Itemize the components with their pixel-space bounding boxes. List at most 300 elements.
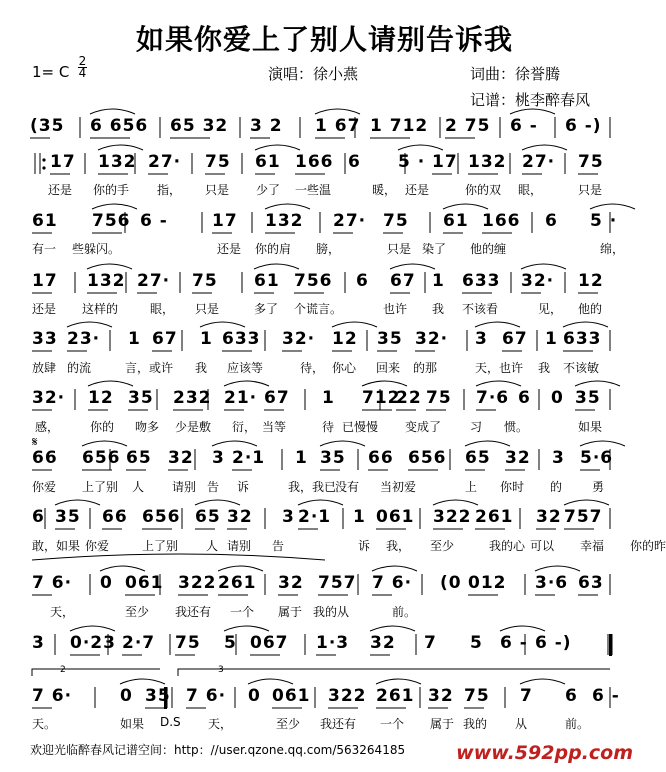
lyric: 绵， xyxy=(600,242,625,256)
notes-row xyxy=(0,573,649,601)
note-group: 27· xyxy=(148,152,189,172)
lyric: 人 xyxy=(132,480,145,494)
volta-bracket xyxy=(32,669,160,676)
note-group: 35 xyxy=(55,507,81,527)
lyrics-row xyxy=(0,181,649,199)
lyric: 的流 xyxy=(67,361,92,375)
lyric: 有一 xyxy=(32,242,57,256)
note-group: 656 xyxy=(82,448,121,468)
lyric: 请别 xyxy=(172,480,197,494)
lyric: 前。 xyxy=(392,605,417,619)
note-group: 6 - xyxy=(500,633,528,653)
note-group: 63 xyxy=(578,573,604,593)
note-group: 67 xyxy=(502,329,528,349)
lyric: 只是 xyxy=(195,302,220,316)
lyrics-row xyxy=(0,418,649,436)
note-group: 6 xyxy=(32,507,45,527)
note-group: 061 xyxy=(125,573,164,593)
note-group: 27· xyxy=(333,211,367,231)
note-group: 32 xyxy=(227,507,253,527)
note-group: 61 xyxy=(443,211,469,231)
note-group: 7 6· xyxy=(32,573,73,593)
note-group: 5 xyxy=(470,633,483,653)
note-group: 32 xyxy=(428,686,454,706)
note-group: 75 xyxy=(426,388,452,408)
note-group: 7 xyxy=(424,633,437,653)
note-group: 012 xyxy=(468,573,507,593)
note-group: 261 xyxy=(218,573,257,593)
note-group: 75 xyxy=(205,152,231,172)
lyric: 如果 xyxy=(578,420,603,434)
note-group: 35 xyxy=(128,388,154,408)
note-group: 35 xyxy=(575,388,601,408)
note-group: 322 xyxy=(433,507,472,527)
note-group: 32· xyxy=(415,329,449,349)
lyric: 我 xyxy=(195,361,208,375)
slur-arc xyxy=(580,441,625,446)
note-group: 27· xyxy=(522,152,556,172)
note-group: 6 xyxy=(348,152,361,172)
lyric: 你的手 xyxy=(93,183,130,197)
lyric: 应该等 xyxy=(227,361,264,375)
lyric: 幸福 xyxy=(580,539,605,553)
lyric: 染了 xyxy=(422,242,447,256)
slur-arc xyxy=(212,441,257,446)
slur-arc xyxy=(521,264,566,269)
slur-arc xyxy=(376,679,421,684)
note-group: 6 xyxy=(518,388,531,408)
lyrics-row xyxy=(0,715,649,733)
note-group: 0 xyxy=(248,686,261,706)
note-group: 12 xyxy=(88,388,114,408)
slur-arc xyxy=(254,264,299,269)
lyric: 你爱 xyxy=(32,480,57,494)
slur-arc xyxy=(443,204,488,209)
lyric: 你爱 xyxy=(85,539,110,553)
lyric: 天，也许 xyxy=(475,361,524,375)
lyric: 至少 xyxy=(430,539,455,553)
lyric: 待 xyxy=(322,420,335,434)
note-group: 5·6 xyxy=(580,448,614,468)
note-group: 633 xyxy=(222,329,261,349)
lyric: 吻多 xyxy=(135,420,160,434)
lyrics-row xyxy=(0,240,649,258)
lyric: 眼， xyxy=(150,302,175,316)
note-group: 66 xyxy=(32,448,58,468)
note-group: 6 -) xyxy=(565,116,602,136)
notes-row xyxy=(0,271,649,299)
note-group: 3 xyxy=(212,448,225,468)
note-group: 322 xyxy=(328,686,367,706)
notes-row xyxy=(0,116,649,144)
note-group: 75 xyxy=(464,686,490,706)
note-group: (35 xyxy=(30,116,65,136)
note-group: 32 xyxy=(505,448,531,468)
note-group: 3 xyxy=(552,448,565,468)
lyricist-credit: 词曲：徐誉腾 xyxy=(470,65,561,83)
slur-arc xyxy=(563,322,608,327)
note-group: 1 xyxy=(432,271,445,291)
lyric: 诉 xyxy=(237,480,250,494)
note-group: 1 xyxy=(200,329,213,349)
slur-arc xyxy=(88,381,133,386)
lyrics-row xyxy=(0,300,649,318)
note-group: 061 xyxy=(376,507,415,527)
time-signature-bottom: 4 xyxy=(78,66,87,80)
slur-arc xyxy=(362,381,407,386)
note-group: 3 xyxy=(32,633,45,653)
note-group: 2·1 xyxy=(298,507,332,527)
note-group: 5 · xyxy=(590,211,618,231)
note-group: 3 2 xyxy=(250,116,283,136)
note-group: 067 xyxy=(250,633,289,653)
note-group: 132 xyxy=(468,152,507,172)
note-group: 6 -) xyxy=(535,633,572,653)
slur-arc xyxy=(564,500,609,505)
note-group: 132 xyxy=(265,211,304,231)
lyric: 请别 xyxy=(227,539,252,553)
lyric: 上了别 xyxy=(142,539,179,553)
lyric: 指， xyxy=(157,183,182,197)
note-group: 67 xyxy=(390,271,416,291)
note-group: 756 xyxy=(92,211,131,231)
note-group: 35 xyxy=(145,686,171,706)
slur-arc xyxy=(332,322,377,327)
note-group: 261 xyxy=(475,507,514,527)
lyric: 只是 xyxy=(387,242,412,256)
slur-arc xyxy=(298,500,343,505)
slur-arc xyxy=(315,109,360,114)
note-group: 7 xyxy=(520,686,533,706)
lyric: 我， xyxy=(386,539,411,553)
note-group: 633 xyxy=(462,271,501,291)
note-group: 3 xyxy=(282,507,295,527)
lyric: 一些温 xyxy=(295,183,332,197)
note-group: 757 xyxy=(564,507,603,527)
note-group: 21· xyxy=(224,388,258,408)
lyric: 这样的 xyxy=(82,302,119,316)
slur-arc xyxy=(120,679,165,684)
note-group: 6 xyxy=(356,271,369,291)
notes-row xyxy=(0,633,649,661)
note-group: 2·1 xyxy=(232,448,266,468)
lyric: 我 xyxy=(432,302,445,316)
note-group: 61 xyxy=(32,211,58,231)
slur-arc xyxy=(224,381,269,386)
lyric: 回来 xyxy=(376,361,401,375)
page-title: 如果你爱上了别人请别告诉我 xyxy=(135,23,513,56)
lyric: 的 xyxy=(550,480,563,494)
note-group: 66 xyxy=(368,448,394,468)
slur-arc xyxy=(520,679,565,684)
note-group: 65 xyxy=(195,507,221,527)
slur-arc xyxy=(100,566,145,571)
lyric: 多了 xyxy=(254,302,279,316)
lyrics-row xyxy=(0,603,649,621)
note-group: 75 xyxy=(578,152,604,172)
note-group: 656 xyxy=(142,507,181,527)
segno-sign: 𝄋 xyxy=(32,435,38,450)
lyric: 诉 xyxy=(358,539,371,553)
lyric: 当等 xyxy=(262,420,287,434)
lyric: 天， xyxy=(208,717,233,731)
note-group: (0 xyxy=(440,573,462,593)
note-group: 7 6· xyxy=(372,573,413,593)
note-group: 32 xyxy=(370,633,396,653)
note-group: 6 - xyxy=(592,686,620,706)
lyric: 个谎言。 xyxy=(294,302,343,316)
lyric: 我的心 xyxy=(489,539,526,553)
lyric: 眼， xyxy=(518,183,543,197)
note-group: 17 xyxy=(50,152,76,172)
volta-number: 2 xyxy=(60,665,66,675)
slur-arc xyxy=(55,500,100,505)
note-group: 5 xyxy=(224,633,237,653)
notes-row xyxy=(0,329,649,357)
slur-arc xyxy=(535,566,580,571)
slur-arc xyxy=(372,566,417,571)
slur-arc xyxy=(370,626,415,631)
slur-arc xyxy=(500,626,545,631)
key-signature: 1= C xyxy=(32,63,70,81)
slur-arc xyxy=(522,145,567,150)
note-group: 27· xyxy=(137,271,171,291)
note-group: 757 xyxy=(318,573,357,593)
note-group: 67 xyxy=(152,329,178,349)
note-group: 261 xyxy=(376,686,415,706)
note-group: 17 xyxy=(32,271,58,291)
lyric: 我的从 xyxy=(313,605,350,619)
slur-arc xyxy=(218,566,263,571)
note-group: 7 6· xyxy=(32,686,73,706)
lyric: 属于 xyxy=(278,605,303,619)
slur-arc xyxy=(265,204,310,209)
note-group: 61 xyxy=(255,152,281,172)
note-group: 75 xyxy=(175,633,201,653)
lyric: 少是敷 xyxy=(175,420,212,434)
slur-arc xyxy=(98,145,143,150)
note-group: 6 xyxy=(565,686,578,706)
lyric: 如果 xyxy=(120,717,145,731)
note-group: 712 xyxy=(362,388,401,408)
lyric: 属于 xyxy=(430,717,455,731)
lyric: 你的肩 xyxy=(255,242,292,256)
note-group: 6 656 xyxy=(90,116,149,136)
note-group: 65 xyxy=(465,448,491,468)
note-group: 6 - xyxy=(140,211,168,231)
note-group: 75 xyxy=(383,211,409,231)
lyrics-row xyxy=(0,359,649,377)
slur-arc xyxy=(590,204,635,209)
note-group: 65 xyxy=(126,448,152,468)
time-signature-top: 2 xyxy=(78,54,87,68)
lyric: D.S xyxy=(160,715,181,729)
lyric: 上 xyxy=(465,480,478,494)
note-group: 756 xyxy=(294,271,333,291)
lyric: 少了 xyxy=(256,183,281,197)
note-group: 66 xyxy=(102,507,128,527)
lyric: 我还有 xyxy=(175,605,212,619)
lyric: 至少 xyxy=(276,717,301,731)
notes-row xyxy=(0,388,649,416)
lyric: 膀， xyxy=(316,242,341,256)
note-group: 0 xyxy=(120,686,133,706)
lyric: 你的 xyxy=(90,420,115,434)
slur-arc xyxy=(476,381,521,386)
note-group: 6 - xyxy=(510,116,538,136)
slur-arc xyxy=(575,381,620,386)
notes-row xyxy=(0,448,649,476)
lyric: 只是 xyxy=(578,183,603,197)
note-group: 061 xyxy=(272,686,311,706)
note-group: 23· xyxy=(67,329,101,349)
note-group: 17 xyxy=(212,211,238,231)
lyric: 感， xyxy=(35,420,60,434)
lyric: 习 xyxy=(470,420,483,434)
note-group: 0·23 xyxy=(70,633,116,653)
slur-arc xyxy=(82,441,127,446)
notes-row xyxy=(0,686,649,714)
lyrics-row xyxy=(0,537,666,555)
slur-arc xyxy=(224,626,269,631)
slur-arc xyxy=(465,441,510,446)
slur-arc xyxy=(433,500,478,505)
volta-number: 3 xyxy=(218,665,224,675)
lyric: 还是 xyxy=(48,183,73,197)
lyrics-row xyxy=(0,478,649,496)
slur-arc xyxy=(248,679,293,684)
lyric: 已慢慢 xyxy=(342,420,379,434)
footer-text: 欢迎光临醉春风记谱空间：http：//user.qzone.qq.com/563264185 xyxy=(30,743,406,757)
note-group: 166 xyxy=(482,211,521,231)
lyric: 可以 xyxy=(530,539,555,553)
note-group: 1 67 xyxy=(315,116,361,136)
note-group: 633 xyxy=(563,329,602,349)
lyric: 从 xyxy=(515,717,528,731)
note-group: 2·7 xyxy=(122,633,156,653)
lyric: 至少 xyxy=(125,605,150,619)
note-group: 6 xyxy=(545,211,558,231)
note-group: 1 xyxy=(545,329,558,349)
note-group: 1 xyxy=(322,388,335,408)
note-group: 3 xyxy=(475,329,488,349)
note-group: 1 xyxy=(295,448,308,468)
volta-bracket xyxy=(178,669,610,676)
lyric: 我的 xyxy=(463,717,488,731)
slur-arc xyxy=(90,109,135,114)
note-group: 65 32 xyxy=(170,116,229,136)
lyric: 只是 xyxy=(205,183,230,197)
lyric: 告 xyxy=(207,480,220,494)
lyric: 惯。 xyxy=(504,420,529,434)
note-group: 32· xyxy=(32,388,66,408)
lyric: 当初爱 xyxy=(380,480,417,494)
lyric: 人 xyxy=(206,539,219,553)
note-group: 5 · xyxy=(398,152,426,172)
lyric: 暖， xyxy=(372,183,397,197)
lyric: 勇 xyxy=(592,480,605,494)
note-group: 656 xyxy=(408,448,447,468)
note-group: 35 xyxy=(377,329,403,349)
slur-arc xyxy=(92,204,137,209)
note-group: 61 xyxy=(254,271,280,291)
note-group: 322 xyxy=(178,573,217,593)
slur-arc xyxy=(475,322,520,327)
note-group: 3·6 xyxy=(535,573,569,593)
lyric: 的那 xyxy=(413,361,438,375)
notes-row xyxy=(0,507,649,535)
note-group: 0 xyxy=(100,573,113,593)
lyric: 你的双 xyxy=(465,183,502,197)
lyric: 一个 xyxy=(380,717,405,731)
lyric: 我 xyxy=(538,361,551,375)
note-group: 7·6 xyxy=(476,388,510,408)
slur-arc xyxy=(390,264,435,269)
note-group: 1 712 xyxy=(370,116,429,136)
note-group: 32· xyxy=(521,271,555,291)
note-group: 32 xyxy=(168,448,194,468)
note-group: 7 6· xyxy=(186,686,227,706)
lyric: 我还有 xyxy=(320,717,357,731)
lyric: 告 xyxy=(272,539,285,553)
note-group: 166 xyxy=(295,152,334,172)
slur-arc xyxy=(200,322,245,327)
lyric: 还是 xyxy=(217,242,242,256)
slur-arc xyxy=(510,109,555,114)
lyric: 你心 xyxy=(332,361,357,375)
note-group: 75 xyxy=(192,271,218,291)
lyric: 他的缠 xyxy=(470,242,507,256)
slur-arc xyxy=(67,322,112,327)
note-group: 12 xyxy=(578,271,604,291)
note-group: 32 xyxy=(536,507,562,527)
note-group: 35 xyxy=(320,448,346,468)
note-group: 232 xyxy=(173,388,212,408)
lyric: 见， xyxy=(538,302,563,316)
note-group: 67 xyxy=(264,388,290,408)
slur-arc xyxy=(70,626,115,631)
slur-arc xyxy=(398,145,443,150)
slur-arc xyxy=(87,264,132,269)
singer-credit: 演唱：徐小燕 xyxy=(268,65,359,83)
lyric: 也许 xyxy=(383,302,408,316)
notes-row xyxy=(0,211,649,239)
note-group: 1·3 xyxy=(316,633,350,653)
lyric: 没有 xyxy=(335,480,360,494)
notes-row xyxy=(0,152,649,180)
note-group: 1 xyxy=(353,507,366,527)
lyric: 不该看 xyxy=(462,302,499,316)
lyric: 不该敏 xyxy=(563,361,600,375)
lyric: 还是 xyxy=(405,183,430,197)
lyric: 言，或许 xyxy=(125,361,174,375)
note-group: 12 xyxy=(332,329,358,349)
lyric: 天。 xyxy=(32,717,57,731)
lyric: 放肆 xyxy=(32,361,57,375)
note-group: 32 xyxy=(278,573,304,593)
note-group: 17 xyxy=(432,152,458,172)
note-group: 132 xyxy=(98,152,137,172)
lyric: 敢，如果 xyxy=(32,539,81,553)
note-group: 1 xyxy=(128,329,141,349)
lyric: 些躲闪。 xyxy=(72,242,121,256)
lyric: 我，我已 xyxy=(288,480,337,494)
lyric: 天， xyxy=(50,605,75,619)
lyric: 待， xyxy=(300,361,325,375)
lyric: 一个 xyxy=(230,605,255,619)
lyric: 前。 xyxy=(565,717,590,731)
lyric: 他的 xyxy=(578,302,603,316)
